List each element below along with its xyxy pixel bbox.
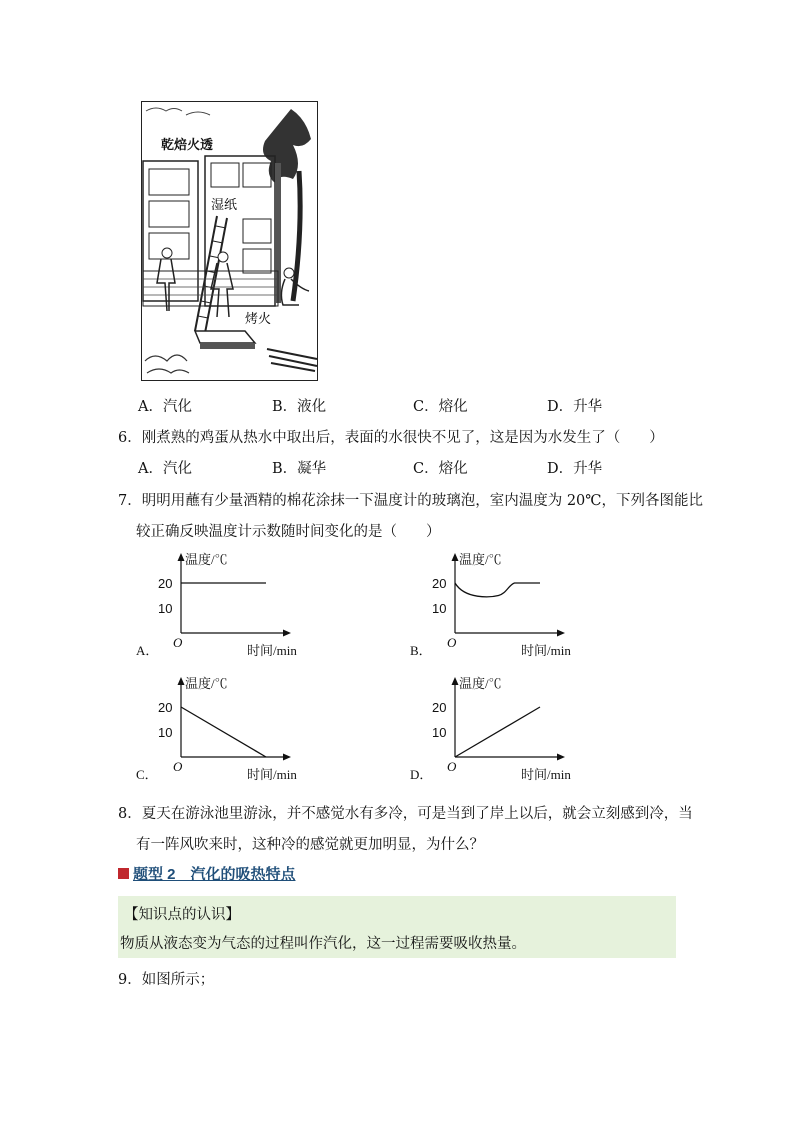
knowledge-body: 物质从液态变为气态的过程叫作汽化，这一过程需要吸收热量。: [120, 936, 526, 952]
y-axis-label: 温度/℃: [185, 676, 228, 691]
figure-label-wet-paper: 湿纸: [211, 198, 238, 213]
x-axis-arrow: [283, 630, 291, 637]
section-accent-square: [118, 868, 129, 879]
figure-label-fire: 烤火: [245, 312, 272, 327]
q6-option-c[interactable]: C．熔化: [413, 461, 468, 477]
y-axis-arrow: [452, 553, 459, 561]
graph-svg: [136, 548, 316, 668]
q5-option-b[interactable]: B．液化: [272, 399, 327, 415]
q7-stem-line2: 较正确反映温度计示数随时间变化的是（ ）: [136, 524, 441, 540]
origin-label: O: [173, 635, 183, 650]
section-title: 题型 2 汽化的吸热特点: [133, 865, 296, 883]
origin-label: O: [447, 635, 457, 650]
q9-stem: 9．如图所示；: [118, 972, 215, 988]
x-axis-label: 时间/min: [521, 643, 571, 658]
x-axis-arrow: [557, 754, 565, 761]
tick-label-20: 20: [432, 700, 447, 715]
x-axis-label: 时间/min: [247, 643, 297, 658]
q5-option-a[interactable]: A．汽化: [138, 399, 192, 415]
q5-option-d[interactable]: D．升华: [547, 399, 603, 415]
y-axis-label: 温度/℃: [459, 676, 502, 691]
q7-graph-a[interactable]: [136, 548, 316, 672]
tick-label-20: 20: [158, 700, 173, 715]
x-axis-arrow: [283, 754, 291, 761]
q6-option-a[interactable]: A．汽化: [138, 461, 192, 477]
x-axis-label: 时间/min: [521, 767, 571, 782]
q6-stem: 6．刚煮熟的鸡蛋从热水中取出后，表面的水很快不见了，这是因为水发生了（ ）: [118, 430, 664, 446]
figure-banner: 乾焙火透: [161, 137, 214, 152]
tick-label-10: 10: [432, 601, 447, 616]
tick-label-20: 20: [158, 576, 173, 591]
y-axis-label: 温度/℃: [185, 552, 228, 567]
tick-label-10: 10: [158, 601, 173, 616]
tick-label-10: 10: [432, 725, 447, 740]
graph-option-letter: C．: [136, 767, 158, 782]
q7-stem-line1: 7．明明用蘸有少量酒精的棉花涂抹一下温度计的玻璃泡，室内温度为 20℃，下列各图能比: [118, 493, 704, 509]
graph-option-letter: D．: [410, 767, 433, 782]
origin-label: O: [447, 759, 457, 774]
section-heading: [118, 862, 296, 884]
temperature-curve: [455, 707, 540, 757]
q8-stem-line1: 8．夏天在游泳池里游泳，并不感觉水有多冷，可是当到了岸上以后，就会立刻感到冷，当: [118, 806, 693, 822]
knowledge-heading: 【知识点的认识】: [124, 907, 240, 923]
y-axis-arrow: [452, 677, 459, 685]
tick-label-10: 10: [158, 725, 173, 740]
q8-stem-line2: 有一阵风吹来时，这种冷的感觉就更加明显，为什么？: [136, 837, 484, 853]
q7-graph-c[interactable]: [136, 672, 316, 796]
graph-svg: [136, 672, 316, 792]
q6-option-d[interactable]: D．升华: [547, 461, 603, 477]
origin-label: O: [173, 759, 183, 774]
graph-option-letter: A．: [136, 643, 159, 658]
temperature-curve: [181, 707, 266, 757]
y-axis-label: 温度/℃: [459, 552, 502, 567]
x-axis-label: 时间/min: [247, 767, 297, 782]
y-axis-arrow: [178, 677, 185, 685]
tick-label-20: 20: [432, 576, 447, 591]
q7-graph-b[interactable]: [410, 548, 590, 672]
q7-graph-d[interactable]: [410, 672, 590, 796]
graph-option-letter: B．: [410, 643, 432, 658]
knowledge-box: [118, 896, 676, 958]
paper-drying-illustration: [141, 101, 318, 381]
y-axis-arrow: [178, 553, 185, 561]
temperature-curve: [455, 583, 540, 597]
q5-option-c[interactable]: C．熔化: [413, 399, 468, 415]
x-axis-arrow: [557, 630, 565, 637]
q6-option-b[interactable]: B．凝华: [272, 461, 327, 477]
graph-svg: [410, 672, 590, 792]
graph-svg: [410, 548, 590, 668]
